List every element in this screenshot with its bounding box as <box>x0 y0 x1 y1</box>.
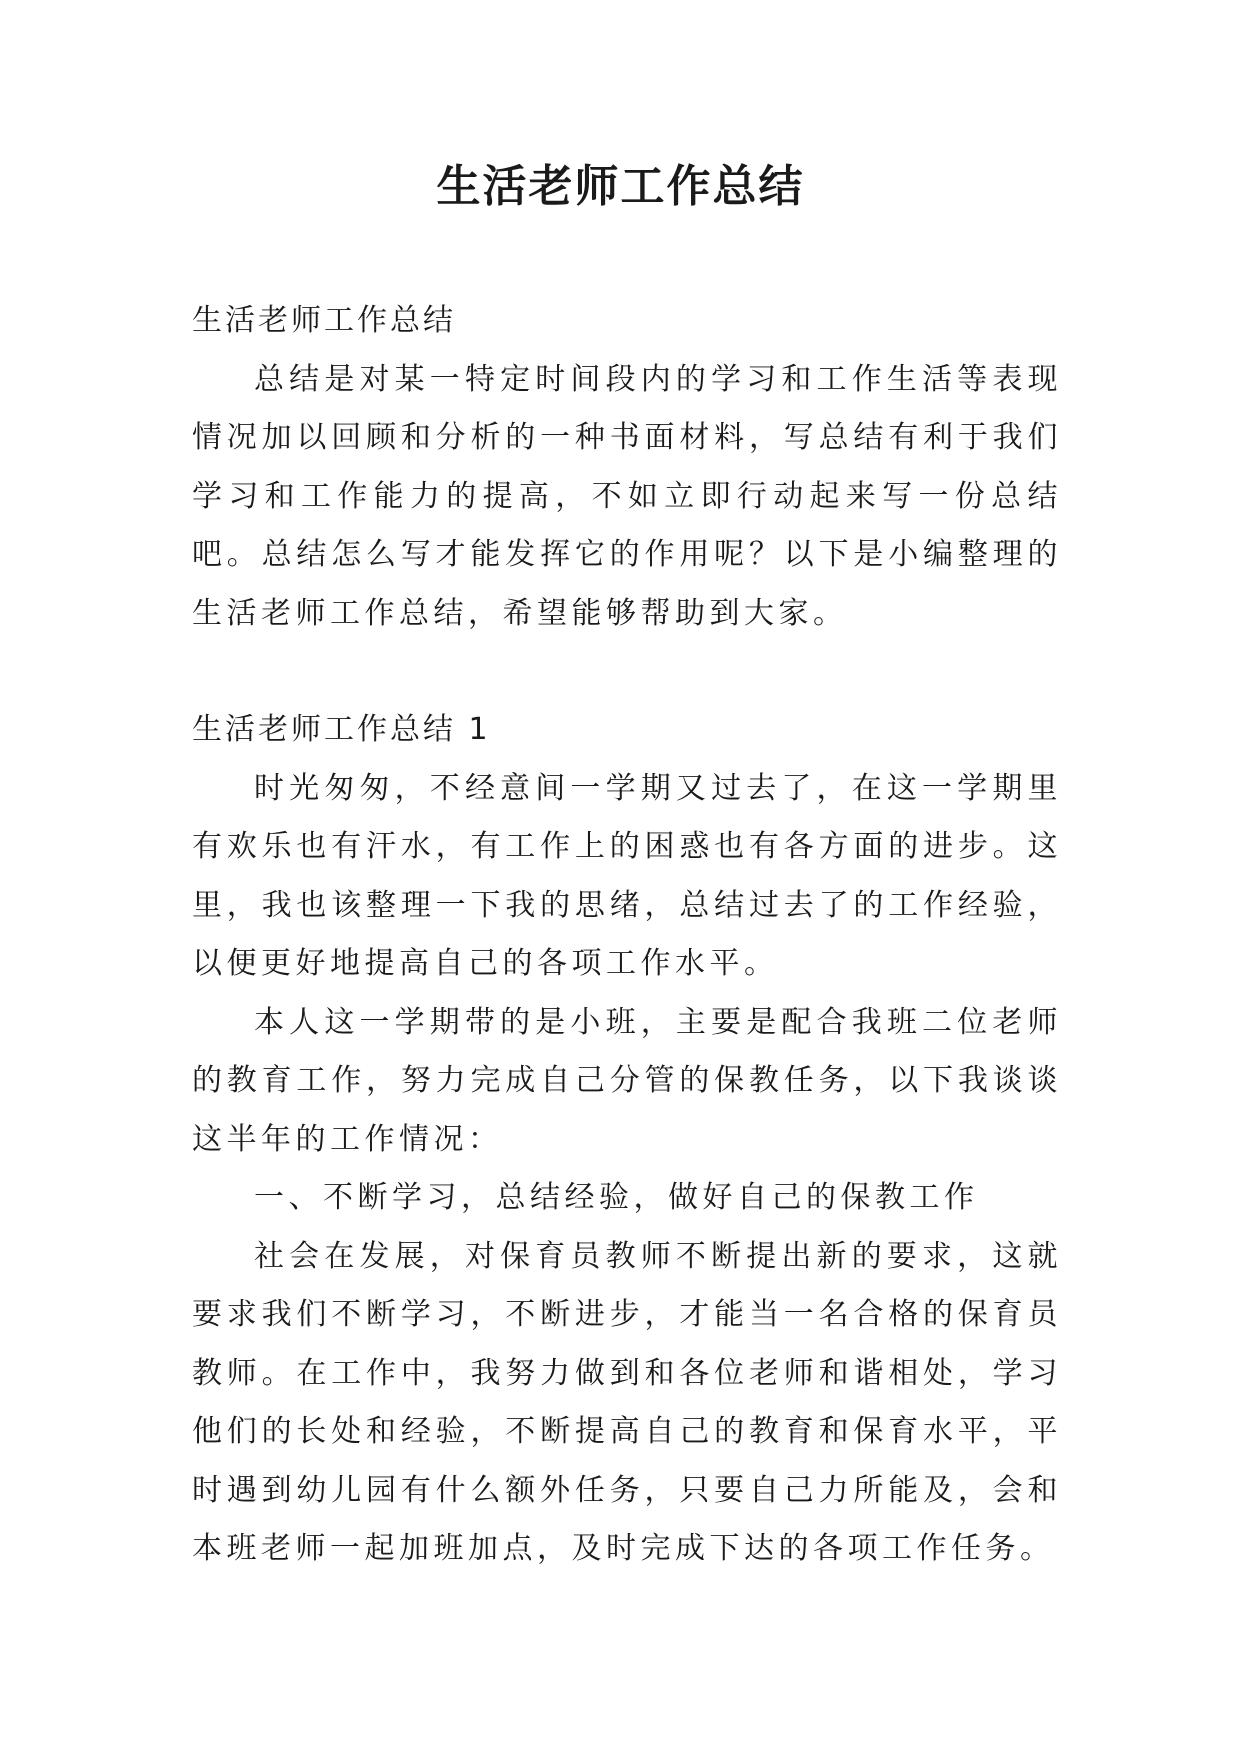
body-paragraph: 时光匆匆，不经意间一学期又过去了，在这一学期里有欢乐也有汗水，有工作上的困惑也有各方面的进步。这里，我也该整理一下我的思绪，总结过去了的工作经验，以便更好地提高自己的各项工作水平。 <box>192 770 1062 981</box>
section-heading: 生活老师工作总结 1 <box>192 712 491 747</box>
intro-paragraph: 总结是对某一特定时间段内的学习和工作生活等表现情况加以回顾和分析的一种书面材料，写总结有利于我们学习和工作能力的提高，不如立即行动起来写一份总结吧。总结怎么写才能发挥它的作用呢？以下是小编整理的生活老师工作总结，希望能够帮助到大家。 <box>192 361 1062 631</box>
document-title: 生活老师工作总结 <box>436 161 805 212</box>
document-body <box>192 292 1062 1579</box>
body-paragraph: 本人这一学期带的是小班，主要是配合我班二位老师的教育工作，努力完成自己分管的保教任务，以下我谈谈这半年的工作情况： <box>192 1004 1062 1157</box>
body-paragraph: 社会在发展，对保育员教师不断提出新的要求，这就要求我们不断学习，不断进步，才能当一名合格的保育员教师。在工作中，我努力做到和各位老师和谐相处，学习他们的长处和经验，不断提高自己的教育和保育水平，平时遇到幼儿园有什么额外任务，只要自己力所能及，会和本班老师一起加班加点，及时完成下达的各项工作任务。 <box>192 1238 1062 1566</box>
point-heading: 一、不断学习，总结经验，做好自己的保教工作 <box>254 1180 979 1215</box>
section-spacer <box>192 643 1062 701</box>
document-subtitle: 生活老师工作总结 <box>192 303 456 338</box>
